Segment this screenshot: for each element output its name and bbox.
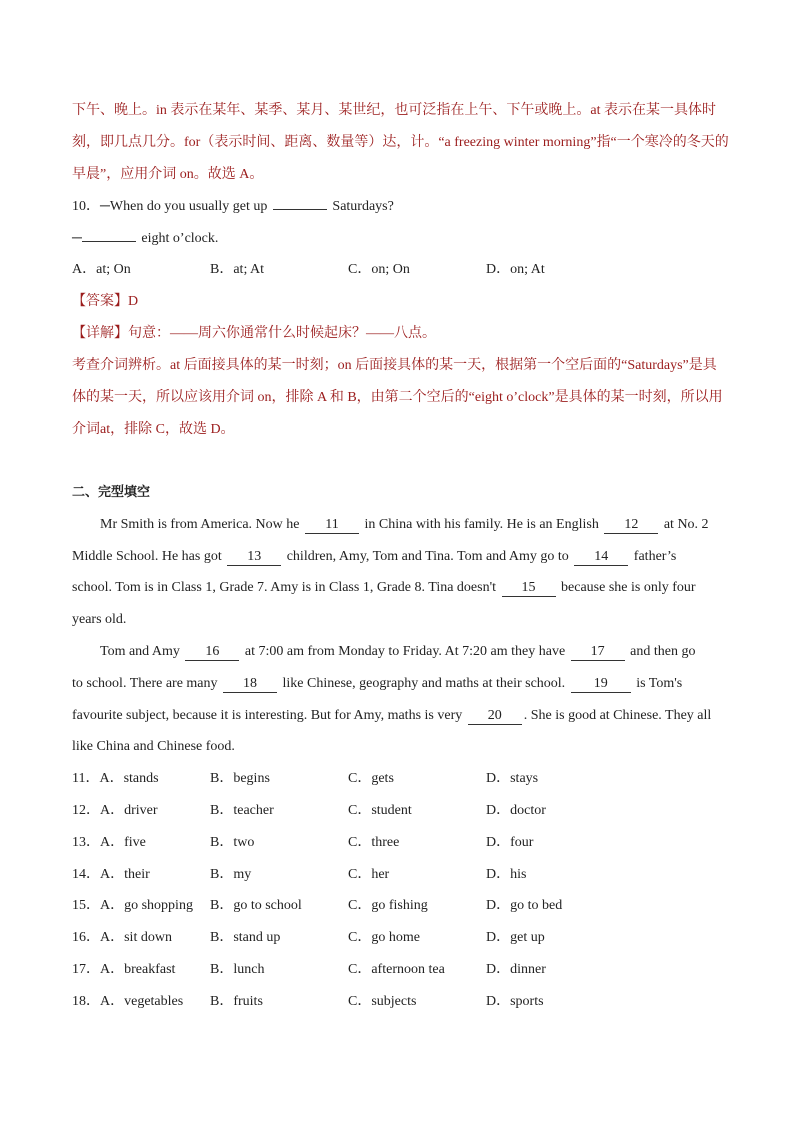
text: Tom and Amy [100, 644, 180, 659]
passage-p1-line-1 [100, 515, 709, 535]
q10-dash: ─ [72, 231, 82, 246]
choice-14-b[interactable]: B．my [210, 867, 252, 882]
blank-20[interactable]: 20 [468, 708, 522, 725]
blank-17[interactable]: 17 [571, 644, 625, 661]
text: school. Tom is in Class 1, Grade 7. Amy is in Class 1, Grade 8. Tina doesn't [72, 580, 497, 595]
choice-15-a[interactable]: 15．A．go shopping [72, 898, 193, 913]
text: like Chinese, geography and maths at their school. [282, 676, 566, 691]
blank-13[interactable]: 13 [227, 549, 281, 566]
choice-17-a[interactable]: 17．A．breakfast [72, 962, 176, 977]
choice-12-d[interactable]: D．doctor [486, 803, 546, 818]
q9-explanation-line-2: 刻，即几点几分。for（表示时间、距离、数量等）达，计。“a freezing winter morning”指“一个寒冷的冬天的 [72, 135, 729, 150]
q10-blank-1[interactable] [273, 209, 327, 210]
choice-17-d[interactable]: D．dinner [486, 962, 546, 977]
choice-18-d[interactable]: D．sports [486, 994, 544, 1009]
blank-18[interactable]: 18 [223, 676, 277, 693]
choice-17-b[interactable]: B．lunch [210, 962, 265, 977]
text: children, Amy, Tom and Tina. Tom and Amy go to [286, 549, 569, 564]
text: Mr Smith is from America. Now he [100, 517, 300, 532]
text: favourite subject, because it is interesting. But for Amy, maths is very [72, 708, 463, 723]
choice-14-d[interactable]: D．his [486, 867, 527, 882]
passage-p1-line-3 [72, 578, 696, 598]
passage-p2-line-3 [72, 706, 711, 726]
q10-text-c: eight o’clock. [141, 231, 219, 246]
q10-option-b[interactable]: B．at; At [210, 262, 265, 277]
q10-option-c[interactable]: C．on; On [348, 262, 410, 277]
q10-explanation-line-2: 体的某一天，所以应该用介词 on，排除 A 和 B，由第二个空后的“eight o’clock”是具体的某一时刻，所以用 [72, 390, 723, 405]
q10-detail: 【详解】句意：——周六你通常什么时候起床？——八点。 [72, 326, 436, 341]
text: in China with his family. He is an English [364, 517, 599, 532]
q10-option-d[interactable]: D．on; At [486, 262, 545, 277]
choice-18-a[interactable]: 18．A．vegetables [72, 994, 184, 1009]
choice-13-d[interactable]: D．four [486, 835, 534, 850]
text: and then go [630, 644, 696, 659]
text: at 7:00 am from Monday to Friday. At 7:20 am they have [244, 644, 566, 659]
text: because she is only four [561, 580, 696, 595]
blank-12[interactable]: 12 [604, 517, 658, 534]
choice-14-c[interactable]: C．her [348, 867, 390, 882]
blank-19[interactable]: 19 [571, 676, 631, 693]
choice-11-d[interactable]: D．stays [486, 771, 539, 786]
choice-16-c[interactable]: C．go home [348, 930, 420, 945]
q10-question-line-2 [72, 229, 218, 249]
text: Middle School. He has got [72, 549, 222, 564]
choice-18-b[interactable]: B．fruits [210, 994, 263, 1009]
passage-p2-line-4: like China and Chinese food. [72, 739, 235, 754]
blank-15[interactable]: 15 [502, 580, 556, 597]
q9-explanation-line-3: 早晨”，应用介词 on。故选 A。 [72, 167, 264, 182]
choice-12-c[interactable]: C．student [348, 803, 412, 818]
choice-17-c[interactable]: C．afternoon tea [348, 962, 445, 977]
passage-p2-line-1 [100, 642, 696, 662]
q9-explanation-line-1: 下午、晚上。in 表示在某年、某季、某月、某世纪，也可泛指在上午、下午或晚上。at 表示在某一具体时 [72, 103, 716, 118]
choice-11-c[interactable]: C．gets [348, 771, 394, 786]
blank-14[interactable]: 14 [574, 549, 628, 566]
text: to school. There are many [72, 676, 218, 691]
choice-12-b[interactable]: B．teacher [210, 803, 274, 818]
q10-answer: 【答案】D [72, 294, 139, 309]
section-heading: 二、完型填空 [72, 485, 151, 500]
choice-12-a[interactable]: 12．A．driver [72, 803, 158, 818]
text: father’s [633, 549, 677, 564]
choice-11-b[interactable]: B．begins [210, 771, 270, 786]
q10-text-b: Saturdays? [332, 199, 394, 214]
choice-16-b[interactable]: B．stand up [210, 930, 281, 945]
blank-16[interactable]: 16 [185, 644, 239, 661]
blank-11[interactable]: 11 [305, 517, 359, 534]
q10-explanation-line-1: 考查介词辨析。at 后面接具体的某一时刻；on 后面接具体的某一天，根据第一个空后面的“Saturdays”是具 [72, 358, 717, 373]
q10-question-line-1 [72, 197, 394, 217]
q10-text-a: 10．─When do you usually get up [72, 199, 268, 214]
choice-13-a[interactable]: 13．A．five [72, 835, 146, 850]
choice-13-b[interactable]: B．two [210, 835, 255, 850]
choice-15-d[interactable]: D．go to bed [486, 898, 563, 913]
text: . She is good at Chinese. They all [523, 708, 712, 723]
passage-p1-line-2 [72, 547, 676, 567]
choice-14-a[interactable]: 14．A．their [72, 867, 150, 882]
text: is Tom's [636, 676, 683, 691]
passage-p1-line-4: years old. [72, 612, 127, 627]
choice-15-c[interactable]: C．go fishing [348, 898, 428, 913]
passage-p2-line-2 [72, 674, 682, 694]
q10-option-a[interactable]: A．at; On [72, 262, 131, 277]
choice-16-a[interactable]: 16．A．sit down [72, 930, 172, 945]
choice-18-c[interactable]: C．subjects [348, 994, 417, 1009]
q10-explanation-line-3: 介词at，排除 C，故选 D。 [72, 422, 235, 437]
choice-13-c[interactable]: C．three [348, 835, 400, 850]
choice-16-d[interactable]: D．get up [486, 930, 545, 945]
q10-blank-2[interactable] [82, 241, 136, 242]
choice-11-a[interactable]: 11．A．stands [72, 771, 159, 786]
text: at No. 2 [663, 517, 709, 532]
choice-15-b[interactable]: B．go to school [210, 898, 302, 913]
